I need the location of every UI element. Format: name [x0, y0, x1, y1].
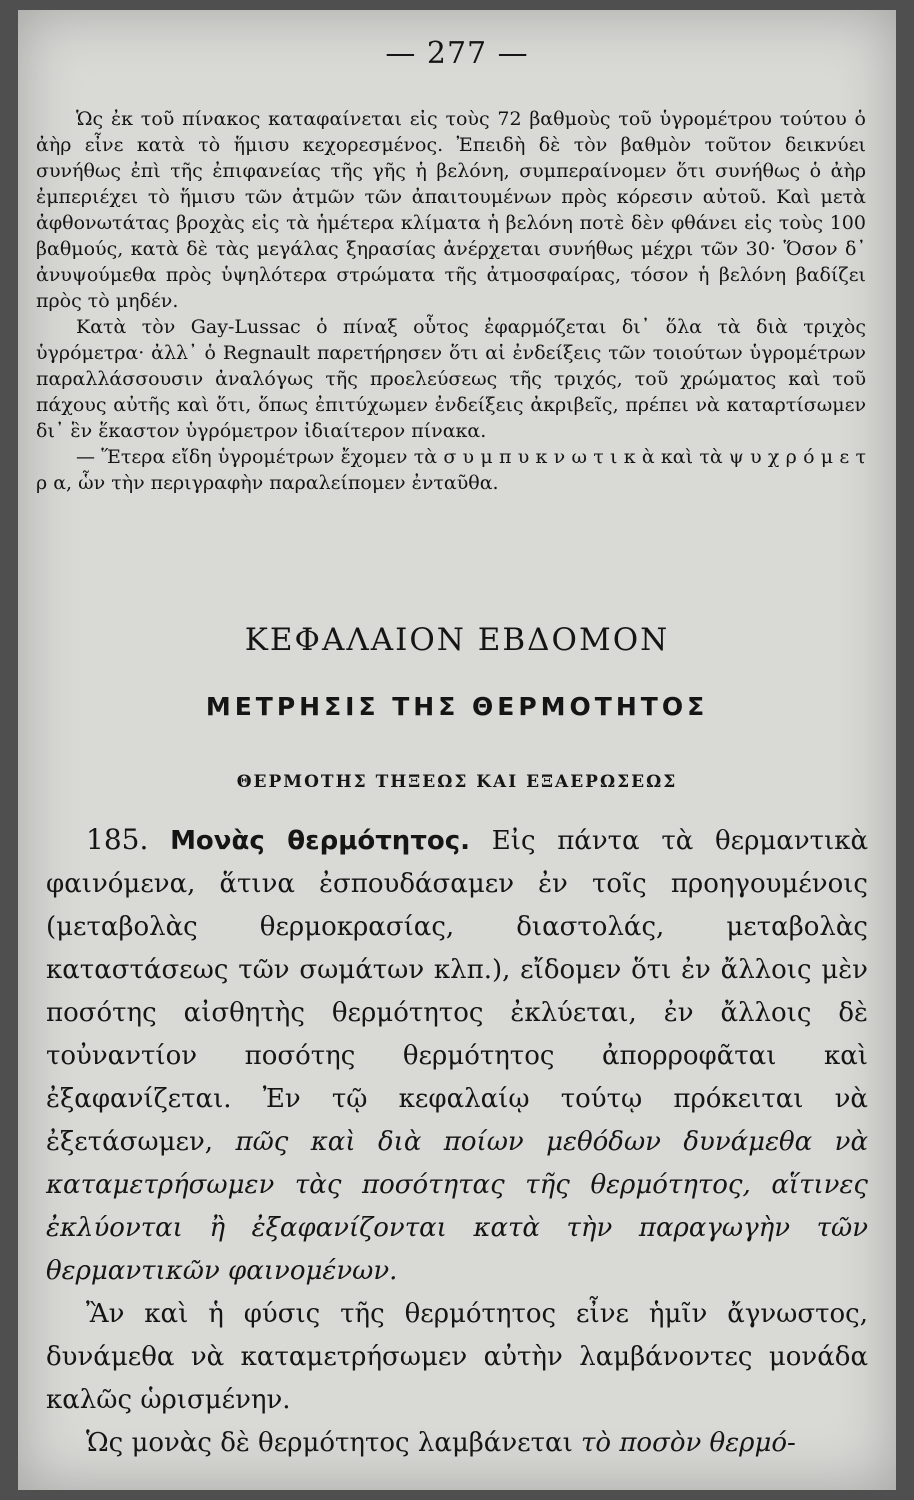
section-number: 185. — [86, 823, 149, 856]
paragraph — [46, 818, 868, 1293]
section-text-italic: πῶς καὶ διὰ ποίων μεθόδων δυνάμεθα νὰ καταμετρήσωμεν τὰς ποσότητας τῆς θερμότητος, αἵτινες ἐκλύονται ἢ ἐξαφανίζονται κατὰ τὴν παραγωγὴν τῶν θερμαντικῶν φαινομένων. — [46, 1127, 869, 1286]
section-text-italic: τὸ ποσὸν θερμό- — [581, 1428, 796, 1458]
book-page — [18, 10, 896, 1490]
paragraph — [46, 1422, 868, 1465]
section-text: Ὡς μονὰς δὲ θερμότητος λαμβάνεται — [86, 1428, 573, 1458]
paragraph: Ἂν καὶ ἡ φύσις τῆς θερμότητος εἶνε ἡμῖν ἄγνωστος, δυνάμεθα νὰ καταμετρήσωμεν αὐτὴν λαμβάνοντες μονάδα καλῶς ὡρισμένην. — [46, 1299, 868, 1415]
section-title: Μονὰς θερμότητος. — [170, 826, 471, 856]
page-number: — 277 — — [385, 36, 529, 71]
section-block — [46, 818, 868, 1465]
top-text-block — [36, 106, 866, 496]
chapter-title: ΜΕΤΡΗΣΙΣ ΤΗΣ ΘΕΡΜΟΤΗΤΟΣ — [205, 692, 709, 721]
chapter-subtitle: ΘΕΡΜΟΤΗΣ ΤΗΞΕΩΣ ΚΑΙ ΕΞΑΕΡΩΣΕΩΣ — [236, 772, 678, 792]
paragraph: — Ἕτερα εἴδη ὑγρομέτρων ἔχομεν τὰ σ υ μ π υ κ ν ω τ ι κ ὰ καὶ τὰ ψ υ χ ρ ό μ ε τ ρ α, ὧν τὴν περιγραφὴν παραλείπομεν ἐνταῦθα. — [36, 446, 866, 494]
section-text: Εἰς πάντα τὰ θερμαντικὰ φαινόμενα, ἅτινα ἐσπουδάσαμεν ἐν τοῖς προηγουμένοις (μεταβολὰς θερμοκρασίας, διαστολάς, μεταβολὰς καταστάσεως τῶν σωμάτων κλπ.), εἴδομεν ὅτι ἐν ἄλλοις μὲν ποσότης αἰσθητὴς θερμότητος ἐκλύεται, ἐν ἄλλοις δὲ τοὐναντίον ποσότης θερμότητος ἀπορροφᾶται καὶ ἐξαφανίζεται. Ἐν τῷ κεφαλαίῳ τούτῳ πρόκειται νὰ ἐξετάσωμεν, — [46, 826, 869, 1157]
chapter-heading: ΚΕΦΑΛΑΙΟΝ ΕΒΔΟΜΟΝ — [244, 622, 670, 658]
paragraph: Ὡς ἐκ τοῦ πίνακος καταφαίνεται εἰς τοὺς 72 βαθμοὺς τοῦ ὑγρομέτρου τούτου ὁ ἀὴρ εἶνε κατὰ τὸ ἥμισυ κεχορεσμένος. Ἐπειδὴ δὲ τὸν βαθμὸν τοῦτον δεικνύει συνήθως ἐπὶ τῆς ἐπιφανείας τῆς γῆς ἡ βελόνη, συμπεραίνομεν ὅτι συνήθως ὁ ἀὴρ ἐμπεριέχει τὸ ἥμισυ τῶν ἀτμῶν τῶν ἀπαιτουμένων πρὸς κόρεσιν αὐτοῦ. Καὶ μετὰ ἀφθονωτάτας βροχὰς εἰς τὰ ἡμέτερα κλίματα ἡ βελόνη ποτὲ δὲν φθάνει εἰς τοὺς 100 βαθμούς, κατὰ δὲ τὰς μεγάλας ξηρασίας ἀνέρχεται συνήθως μέχρι τῶν 30· Ὅσον δ᾿ ἀνυψούμεθα πρὸς ὑψηλότερα στρώματα τῆς ἀτμοσφαίρας, τόσον ἡ βελόνη βαδίζει πρὸς τὸ μηδέν. — [36, 108, 866, 312]
paragraph: Κατὰ τὸν Gay-Lussac ὁ πίναξ οὗτος ἐφαρμόζεται δι᾿ ὅλα τὰ διὰ τριχὸς ὑγρόμετρα· ἀλλ᾿ ὁ Regnault παρετήρησεν ὅτι αἱ ἐνδείξεις τῶν τοιούτων ὑγρομέτρων παραλλάσσουσιν ἀναλόγως τῆς προελεύσεως τῆς τριχός, τοῦ χρώματος καὶ τοῦ πάχους αὐτῆς καὶ ὅτι, ὅπως ἐπιτύχωμεν ἐνδείξεις ἀκριβεῖς, πρέπει νὰ καταρτίσωμεν δι᾿ ἓν ἕκαστον ὑγρόμετρον ἰδιαίτερον πίνακα. — [36, 316, 866, 442]
